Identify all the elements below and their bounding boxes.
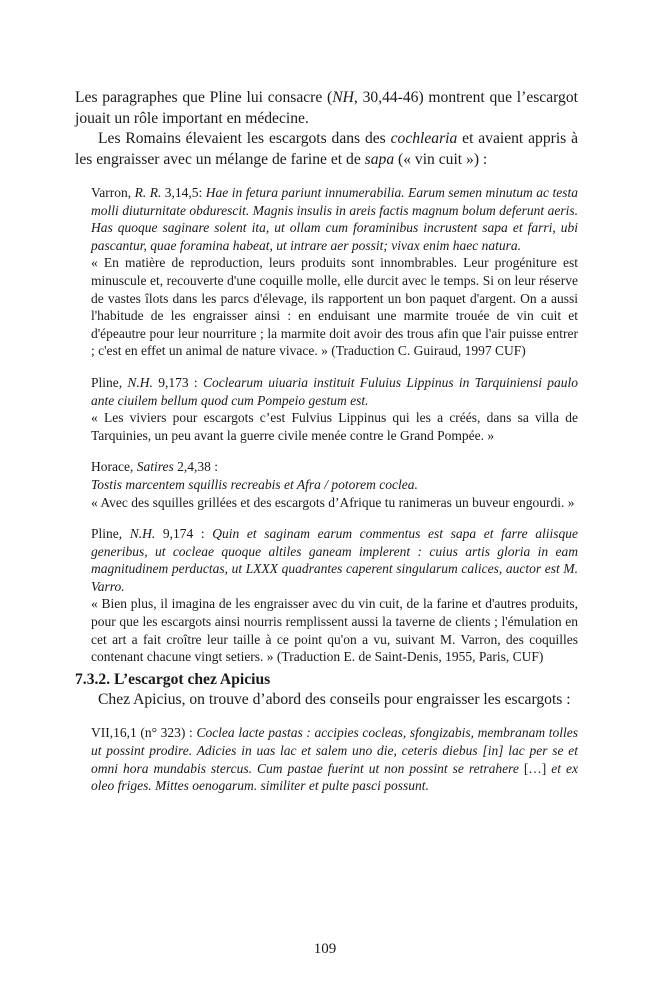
quote-varron <box>91 184 578 360</box>
intro-paragraph-2: Les Romains élevaient les escargots dans des cochlearia et avaient appris à les engraisser avec un mélange de farine et de sapa (« vin cuit ») : <box>75 130 578 168</box>
quote-source: Pline, N.H. 9,173 : Coclearum uiuaria instituit Fuluius Lippinus in Tarquiniensi paulo ante ciuilem bellum quod cum Pompeio gestum est. <box>91 374 578 408</box>
quote-source: Pline, N.H. 9,174 : Quin et saginam earum commentus est sapa et farre aliisque generibus, ut cocleae quoque altiles ganeam implerent : cuius artis gloria in eam magnitudinem perductas, ut LXXX quadrantes caperent singularum calices, auctor est M. Varro. <box>91 526 578 594</box>
quote-pline-174 <box>91 525 578 666</box>
intro-paragraph-1: Les paragraphes que Pline lui consacre (NH, 30,44-46) montrent que l’escargot jouait un rôle important en médecine. <box>75 89 578 127</box>
page-number: 109 <box>313 941 337 957</box>
quote-pline-173 <box>91 374 578 444</box>
quote-source: Horace, Satires 2,4,38 : <box>91 459 218 475</box>
quote-translation: « Les viviers pour escargots c’est Fulvius Lippinus qui les a créés, dans sa villa de Tarquinies, un peu avant la guerre civile menée contre le Grand Pompée. » <box>91 410 578 443</box>
section-paragraph: Chez Apicius, on trouve d’abord des conseils pour engraisser les escargots : <box>98 690 571 708</box>
quote-translation: « En matière de reproduction, leurs produits sont innombrables. Leur progéniture est minuscule et, recouverte d'une coquille molle, elle durcit avec le temps. Si on leur réserve de vastes îlots dans les parcs d'élevage, ils rapportent un bon paquet d'argent. On a aussi l'habitude de les engraisser ainsi : en enduisant une marmite trouée de vin cuit et d'épeautre pour leur nourriture ; la marmite doit avoir des trous afin que l'air puisse entrer ; c'est en effet un animal de nature vivace. » (Traduction C. Guiraud, 1997 CUF) <box>91 255 578 359</box>
quote-source: Varron, R. R. 3,14,5: Hae in fetura pariunt innumerabilia. Earum semen minutum ac testa molli diuturnitate obdurescit. Magnis insulis in areis factis magnum bolum deferunt aeris. Has quoque saginare solent ita, ut ollam cum foraminibus incrustent sapa et farri, ubi pascantur, quae foramina habeat, ut intrare aer possit; vivax enim haec natura. <box>91 185 578 253</box>
section-heading: 7.3.2. L’escargot chez Apicius <box>75 670 271 688</box>
page-content <box>75 88 578 795</box>
quote-translation: « Bien plus, il imagina de les engraisser avec du vin cuit, de la farine et d'autres produits, pour que les escargots ainsi nourris remplissent aussi la taverne de clients ; l'émulation en cet art a fait croître leur taille à ce point qu'on a vu, suivant M. Varron, des coquilles contenant chacune vingt setiers. » (Traduction E. de Saint-Denis, 1955, Paris, CUF) <box>91 596 578 665</box>
quote-latin: Tostis marcentem squillis recreabis et Afra / potorem coclea. <box>91 476 418 492</box>
quote-translation: « Avec des squilles grillées et des escargots d’Afrique tu ranimeras un buveur engourdi. » <box>91 494 575 510</box>
quote-source: VII,16,1 (n° 323) : Coclea lacte pastas : accipies cocleas, sfongizabis, membranam tolles ut possint prodire. Adicies in uas lac et salem uno die, ceteris diebus [in] lac per se et omni hora mundabis stercus. Cum pastae fuerint ut non possint se retrahere […] et ex oleo friges. Mittes oenogarum. similiter et pulte pasci possunt. <box>91 725 578 794</box>
quote-horace <box>91 458 578 511</box>
quote-apicius <box>91 724 578 794</box>
